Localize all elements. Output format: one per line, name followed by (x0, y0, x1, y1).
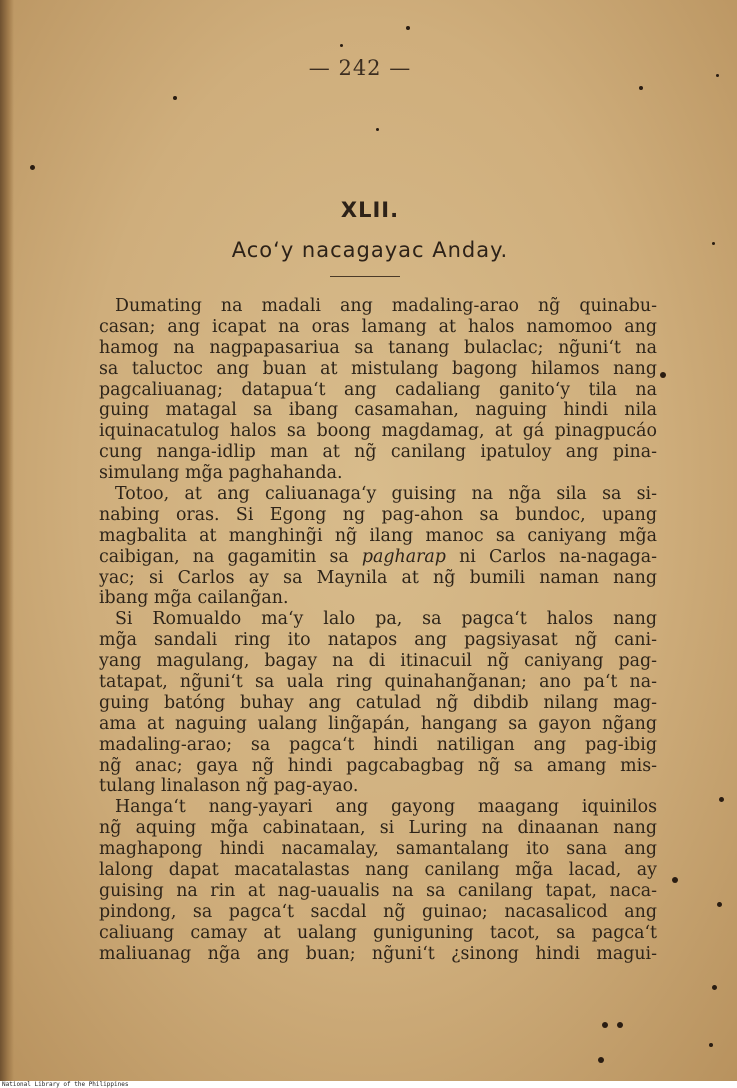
text-line-content: sa taluctoc ang buan at mistulang bagong hilamos nang (99, 358, 657, 379)
text-line-content: Hanga‘t nang-yayari ang gayong maagang iquinilos (115, 797, 657, 818)
text-line (99, 630, 657, 651)
text-line (99, 317, 657, 338)
page-edge-shadow (0, 0, 14, 1081)
text-line-content: tatapat, ng̃uni‘t sa uala ring quinahang̃anan; ano pa‘t na- (99, 672, 657, 693)
title-rule (330, 276, 400, 277)
text-line (99, 526, 657, 547)
ink-spot (717, 902, 722, 907)
text-line-content: Dumating na madali ang madaling-arao ng̃ quinabu- (115, 296, 657, 316)
text-line-content: mg̃a sandali ring ito natapos ang pagsiyasat ng̃ cani- (99, 630, 657, 651)
ink-spot (598, 1057, 604, 1063)
ink-spot (712, 985, 717, 990)
ink-spot (30, 165, 35, 170)
text-line-content: pagcaliuanag; datapua‘t ang cadaliang ganito‘y tila na (99, 379, 657, 400)
library-credit: National Library of the Philippines (0, 1081, 737, 1088)
text-line (99, 442, 657, 463)
text-line-content: guing batóng buhay ang catulad ng̃ dibdib nilang mag- (99, 692, 657, 713)
text-line-content: hamog na nagpapasariua sa tanang bulaclac; ng̃uni‘t na (99, 337, 657, 358)
text-line (99, 651, 657, 672)
text-line-content: ng̃ anac; gaya ng̃ hindi pagcabagbag ng̃ sa amang mis- (99, 755, 657, 776)
text-line-content: casan; ang icapat na oras lamang at halos namomoo ang (99, 316, 657, 337)
text-line-content: iquinacatulog halos sa boong magdamag, at gá pinagpucáo (99, 421, 657, 442)
text-line-content: Si Romualdo ma‘y lalo pa, sa pagca‘t halos nang (115, 609, 657, 630)
chapter-title: Aco‘y nacagayac Anday. (231, 238, 509, 262)
text-line (99, 568, 657, 589)
text-line-content: yang magulang, bagay na di itinacuil ng̃ caniyang pag- (99, 651, 657, 672)
ink-spot (617, 1022, 623, 1028)
text-line (99, 693, 657, 714)
ink-spot (672, 877, 678, 883)
text-line (99, 714, 657, 735)
ink-spot (709, 1043, 713, 1047)
text-line-content: ni Carlos na-nagaga- (445, 546, 657, 567)
text-line-content: tulang linalason ng̃ pag-ayao. (99, 776, 359, 797)
text-line-content: caibigan, na gagamitin sa (99, 546, 349, 567)
ink-spot (716, 74, 719, 77)
text-line-content: simulang mg̃a paghahanda. (99, 463, 343, 484)
text-line (99, 735, 657, 756)
text-line-content: maliuanag ng̃a ang buan; ng̃uni‘t ¿sinong hindi magui- (99, 943, 657, 964)
text-line-content: magbalita at manghing̃i ng̃ ilang manoc sa caniyang mg̃a (99, 525, 657, 546)
ink-spot (173, 96, 177, 100)
text-line (99, 756, 657, 777)
text-line-content: madaling-arao; sa pagca‘t hindi natiligan ang pag-ibig (99, 734, 657, 755)
text-line (99, 672, 657, 693)
text-line (99, 484, 657, 505)
text-line-content: Totoo, at ang caliuanaga‘y guising na ng̃a sila sa si- (115, 484, 657, 505)
text-line (99, 380, 657, 401)
text-line-content: caliuang camay at ualang guniguning tacot, sa pagca‘t (99, 922, 657, 943)
text-line (99, 338, 657, 359)
text-line (99, 400, 657, 421)
text-line-content: pindong, sa pagca‘t sacdal ng̃ guinao; nacasalicod ang (99, 901, 657, 922)
text-line-content: lalong dapat macatalastas nang canilang mg̃a lacad, ay (99, 860, 657, 881)
page-number: — 242 — (308, 56, 412, 80)
text-line-content: yac; si Carlos ay sa Maynila at ng̃ bumili naman nang (99, 567, 657, 588)
text-line (99, 505, 657, 526)
ink-spot (406, 26, 410, 30)
text-line (99, 923, 657, 944)
text-line (99, 359, 657, 380)
text-line-content: guising na rin at nag-uaualis na sa canilang tapat, naca- (99, 880, 657, 901)
text-line (99, 797, 657, 818)
ink-spot (376, 128, 379, 131)
text-line-content: ng̃ aquing mg̃a cabinataan, si Luring na dinaanan nang (99, 818, 657, 839)
text-line-content: cung nanga-idlip man at ng̃ canilang ipatuloy ang pina- (99, 442, 657, 463)
ink-spot (602, 1022, 608, 1028)
text-line-content: ibang mg̃a cailang̃an. (99, 588, 289, 609)
italic-word: pagharap (361, 546, 446, 567)
text-line (99, 902, 657, 923)
text-line (99, 839, 657, 860)
text-line (99, 421, 657, 442)
text-line (99, 881, 657, 902)
chapter-body-text (99, 296, 657, 965)
chapter-number: XLII. (340, 198, 400, 222)
ink-spot (639, 86, 643, 90)
text-line-content: maghapong hindi nacamalay, samantalang ito sana ang (99, 839, 657, 860)
text-line (99, 296, 657, 317)
ink-spot (660, 372, 666, 378)
text-line (99, 609, 657, 630)
ink-spot (340, 44, 343, 47)
ink-spot (712, 242, 715, 245)
text-line (99, 818, 657, 839)
text-line (99, 860, 657, 881)
text-line-content: ama at naguing ualang ling̃apán, hangang sa gayon ng̃ang (99, 713, 657, 734)
ink-spot (719, 797, 724, 802)
text-line (99, 588, 657, 609)
text-line (99, 547, 657, 568)
text-line (99, 776, 657, 797)
text-line-content: guing matagal sa ibang casamahan, naguing hindi nila (99, 400, 657, 421)
text-line-content: nabing oras. Si Egong ng pag-ahon sa bundoc, upang (99, 504, 657, 525)
text-line (99, 944, 657, 965)
text-line (99, 463, 657, 484)
